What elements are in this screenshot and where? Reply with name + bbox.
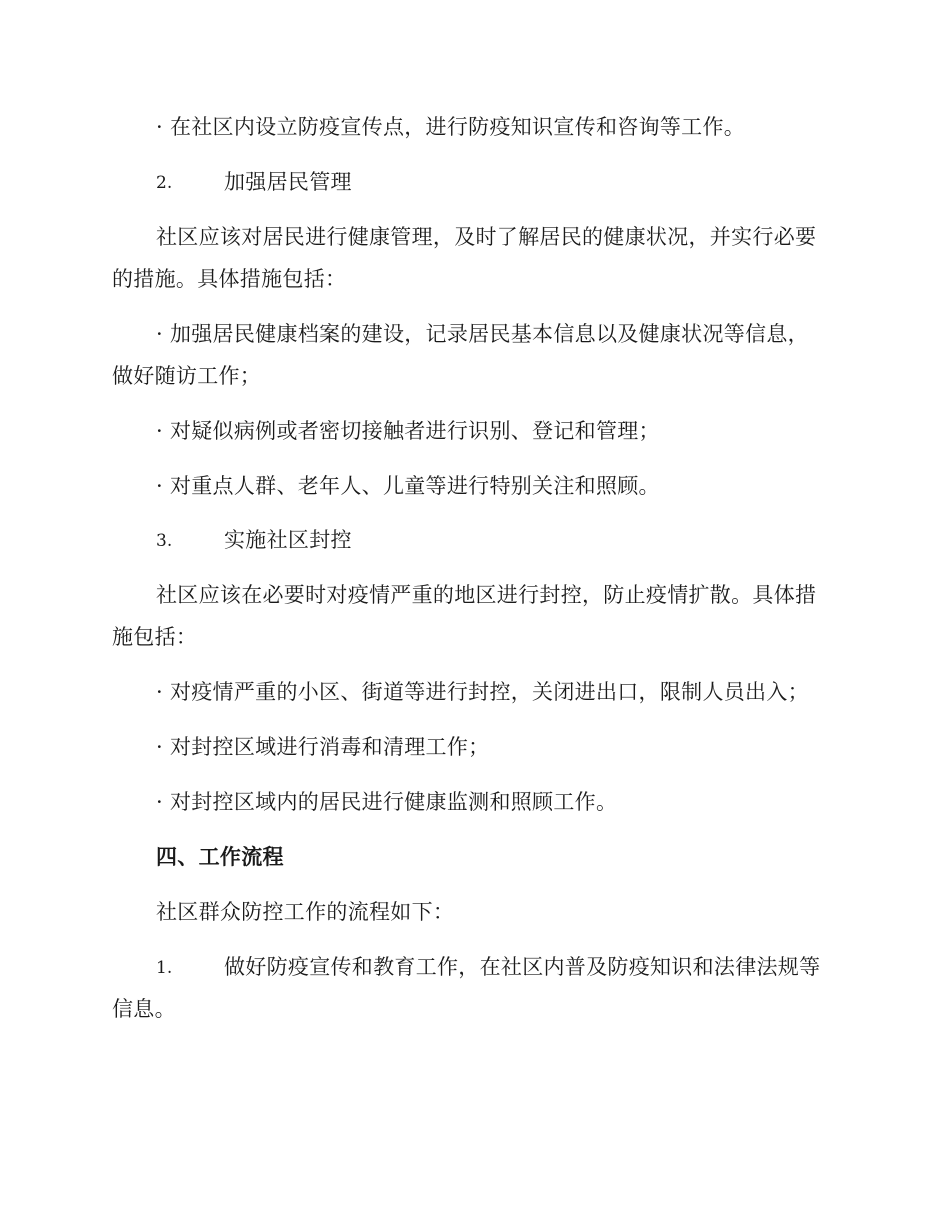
bullet-archive-line2: 做好随访工作；	[112, 364, 262, 388]
bullet-close-exits: · 对疫情严重的小区、街道等进行封控，关闭进出口，限制人员出入；	[156, 680, 809, 704]
section4-heading: 四、工作流程	[156, 844, 284, 869]
step1-line2: 信息。	[112, 997, 176, 1021]
bullet-publicity: · 在社区内设立防疫宣传点，进行防疫知识宣传和咨询等工作。	[156, 115, 746, 139]
item3-number: 3.	[156, 531, 173, 551]
bullet-suspected: · 对疑似病例或者密切接触者进行识别、登记和管理；	[156, 419, 660, 443]
step1-line1: 做好防疫宣传和教育工作，在社区内普及防疫知识和法律法规等	[224, 955, 821, 979]
step1-number: 1.	[156, 958, 173, 978]
para-resident-line1: 社区应该对居民进行健康管理，及时了解居民的健康状况，并实行必要	[156, 225, 817, 249]
item3-title: 实施社区封控	[224, 528, 352, 552]
bullet-archive-line1: · 加强居民健康档案的建设，记录居民基本信息以及健康状况等信息，	[156, 322, 809, 346]
para-resident-line2: 的措施。具体措施包括：	[112, 267, 347, 291]
item2-number: 2.	[156, 173, 173, 193]
bullet-disinfect: · 对封控区域进行消毒和清理工作；	[156, 735, 490, 759]
bullet-monitor: · 对封控区域内的居民进行健康监测和照顾工作。	[156, 790, 618, 814]
item2-title: 加强居民管理	[224, 170, 352, 194]
para-lockdown-line1: 社区应该在必要时对疫情严重的地区进行封控，防止疫情扩散。具体措	[156, 583, 817, 607]
bullet-elderly: · 对重点人群、老年人、儿童等进行特别关注和照顾。	[156, 474, 660, 498]
para-lockdown-line2: 施包括：	[112, 625, 198, 649]
para-workflow: 社区群众防控工作的流程如下：	[156, 900, 455, 924]
